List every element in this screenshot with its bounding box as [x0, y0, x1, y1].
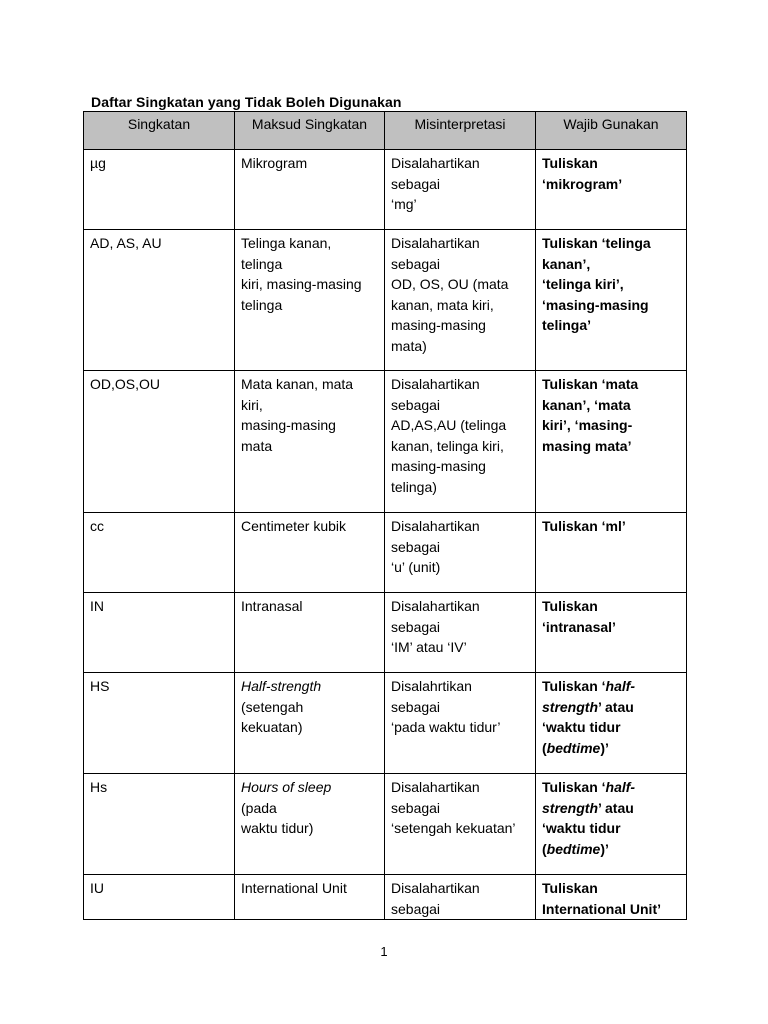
cell-misinterpretasi	[385, 593, 536, 673]
cell-text-line: telinga)	[391, 478, 437, 495]
cell-text-line: Hs	[90, 779, 108, 795]
cell-wajib-gunakan	[536, 593, 687, 673]
cell-text-line: sebagai	[391, 396, 441, 413]
table-row	[84, 150, 687, 230]
cell-text-line: ‘mikrogram’	[542, 175, 623, 192]
header-singkatan: Singkatan	[84, 112, 235, 150]
cell-text-line: masing mata’	[542, 437, 632, 454]
cell-text-line: Disalahartikan	[391, 518, 480, 534]
cell-text-line: Disalahartikan	[391, 155, 480, 171]
cell-wajib-gunakan	[536, 150, 687, 230]
cell-maksud-singkatan	[235, 593, 385, 673]
cell-text-line: masing-masing	[391, 317, 486, 333]
cell-text-line: Tuliskan ‘half-	[542, 779, 636, 795]
document-title: Daftar Singkatan yang Tidak Boleh Digunakan	[91, 94, 402, 110]
cell-text-line: cc	[90, 518, 104, 534]
cell-text-line: Tuliskan ‘telinga	[542, 235, 651, 251]
cell-maksud-singkatan	[235, 875, 385, 920]
cell-text-line: Tuliskan ‘mata	[542, 376, 639, 392]
cell-maksud-singkatan	[235, 673, 385, 774]
cell-wajib-gunakan	[536, 673, 687, 774]
cell-text-line: AD, AS, AU	[90, 235, 162, 251]
cell-text-line: waktu tidur)	[241, 820, 314, 836]
cell-text-line: masing-masing	[241, 417, 336, 433]
cell-text-line: Disalahartikan	[391, 235, 480, 251]
cell-maksud-singkatan	[235, 774, 385, 875]
cell-misinterpretasi	[385, 875, 536, 920]
cell-text-line: Telinga kanan,	[241, 235, 332, 251]
cell-misinterpretasi	[385, 774, 536, 875]
header-maksud-singkatan: Maksud Singkatan	[235, 112, 385, 150]
cell-text-line: ‘IM’ atau ‘IV’	[391, 639, 467, 655]
cell-text-line: kanan’,	[542, 255, 591, 272]
cell-text-line: Tuliskan	[542, 880, 598, 896]
cell-text-line: ‘masing-masing	[542, 296, 649, 313]
cell-text-line: AD,AS,AU (telinga	[391, 417, 507, 433]
cell-text-line: Centimeter kubik	[241, 518, 347, 534]
cell-misinterpretasi	[385, 371, 536, 513]
cell-wajib-gunakan	[536, 230, 687, 371]
cell-text-line: kiri,	[241, 396, 263, 413]
cell-text-line: Tuliskan ‘ml’	[542, 518, 626, 534]
cell-wajib-gunakan	[536, 774, 687, 875]
cell-text-line: sebagai	[391, 175, 441, 192]
table-row	[84, 673, 687, 774]
cell-singkatan	[84, 150, 235, 230]
cell-text-line: kanan, telinga kiri,	[391, 437, 504, 454]
cell-text-line: ‘telinga kiri’,	[542, 276, 624, 292]
cell-wajib-gunakan	[536, 371, 687, 513]
cell-misinterpretasi	[385, 673, 536, 774]
cell-text-line: sebagai	[391, 538, 441, 555]
cell-text-line: kanan, mata kiri,	[391, 296, 494, 313]
cell-text-line: telinga	[241, 296, 283, 313]
cell-text-line: HS	[90, 678, 110, 694]
cell-text-line: kiri, masing-masing	[241, 276, 362, 292]
cell-text-line: (pada	[241, 799, 277, 816]
cell-text-line: µg	[90, 155, 106, 171]
cell-text-line: (bedtime)’	[542, 739, 609, 756]
cell-misinterpretasi	[385, 150, 536, 230]
cell-text-line: ‘pada waktu tidur’	[391, 719, 501, 735]
table-row	[84, 774, 687, 875]
cell-text-line: OD,OS,OU	[90, 376, 161, 392]
cell-singkatan	[84, 774, 235, 875]
cell-text-line: ‘waktu tidur	[542, 719, 621, 735]
cell-text-line: International Unit	[241, 880, 347, 896]
cell-text-line: Disalahartikan	[391, 598, 480, 614]
cell-text-line: ‘intranasal’	[542, 618, 616, 635]
cell-wajib-gunakan	[536, 875, 687, 920]
cell-text-line: Tuliskan ‘half-	[542, 678, 636, 694]
cell-text-line: strength’ atau	[542, 799, 634, 816]
cell-text-line: sebagai	[391, 255, 441, 272]
cell-singkatan	[84, 371, 235, 513]
abbreviation-table	[83, 111, 687, 920]
cell-text-line: telinga	[241, 255, 283, 272]
cell-maksud-singkatan	[235, 371, 385, 513]
cell-text-line: (bedtime)’	[542, 840, 609, 857]
cell-text-line: mata	[241, 437, 273, 454]
cell-text-line: sebagai	[391, 900, 441, 917]
cell-text-line: sebagai	[391, 618, 441, 635]
cell-text-line: telinga’	[542, 317, 592, 333]
cell-text-line: mata)	[391, 337, 427, 354]
cell-text-line: ‘setengah kekuatan’	[391, 820, 516, 836]
cell-text-line: International Unit’	[542, 900, 661, 917]
cell-text-line: Disalahrtikan	[391, 678, 472, 694]
cell-singkatan	[84, 875, 235, 920]
cell-misinterpretasi	[385, 513, 536, 593]
table-row	[84, 875, 687, 920]
cell-text-line: Tuliskan	[542, 155, 598, 171]
cell-text-line: IN	[90, 598, 104, 614]
cell-text-line: Tuliskan	[542, 598, 598, 614]
cell-text-line: OD, OS, OU (mata	[391, 276, 509, 292]
cell-text-line: strength’ atau	[542, 698, 634, 715]
cell-text-line: Hours of sleep	[241, 779, 332, 795]
cell-text-line: kiri’, ‘masing-	[542, 417, 633, 433]
cell-text-line: sebagai	[391, 698, 441, 715]
cell-text-line: Mikrogram	[241, 155, 308, 171]
table-header-row	[84, 112, 687, 150]
cell-text-line: Mata kanan, mata	[241, 376, 354, 392]
cell-singkatan	[84, 593, 235, 673]
table-row	[84, 371, 687, 513]
cell-text-line: IU	[90, 880, 104, 896]
cell-text-line: Disalahartikan	[391, 779, 480, 795]
cell-singkatan	[84, 230, 235, 371]
cell-maksud-singkatan	[235, 150, 385, 230]
cell-text-line: (setengah	[241, 698, 304, 715]
cell-text-line: kekuatan)	[241, 719, 303, 735]
cell-text-line: kanan’, ‘mata	[542, 396, 631, 413]
cell-text-line: ‘waktu tidur	[542, 820, 621, 836]
cell-maksud-singkatan	[235, 513, 385, 593]
cell-singkatan	[84, 513, 235, 593]
cell-text-line: Disalahartikan	[391, 880, 480, 896]
cell-maksud-singkatan	[235, 230, 385, 371]
header-misinterpretasi: Misinterpretasi	[385, 112, 536, 150]
cell-singkatan	[84, 673, 235, 774]
cell-text-line: sebagai	[391, 799, 441, 816]
header-wajib-gunakan: Wajib Gunakan	[536, 112, 687, 150]
table-row	[84, 230, 687, 371]
cell-text-line: masing-masing	[391, 458, 486, 474]
cell-text-line: Intranasal	[241, 598, 303, 614]
cell-text-line: ‘mg’	[391, 196, 417, 212]
table-row	[84, 593, 687, 673]
cell-text-line: ‘u’ (unit)	[391, 559, 441, 575]
cell-text-line: Half-strength	[241, 678, 322, 694]
cell-misinterpretasi	[385, 230, 536, 371]
table-row	[84, 513, 687, 593]
cell-text-line: Disalahartikan	[391, 376, 480, 392]
page-number: 1	[380, 944, 388, 959]
cell-wajib-gunakan	[536, 513, 687, 593]
